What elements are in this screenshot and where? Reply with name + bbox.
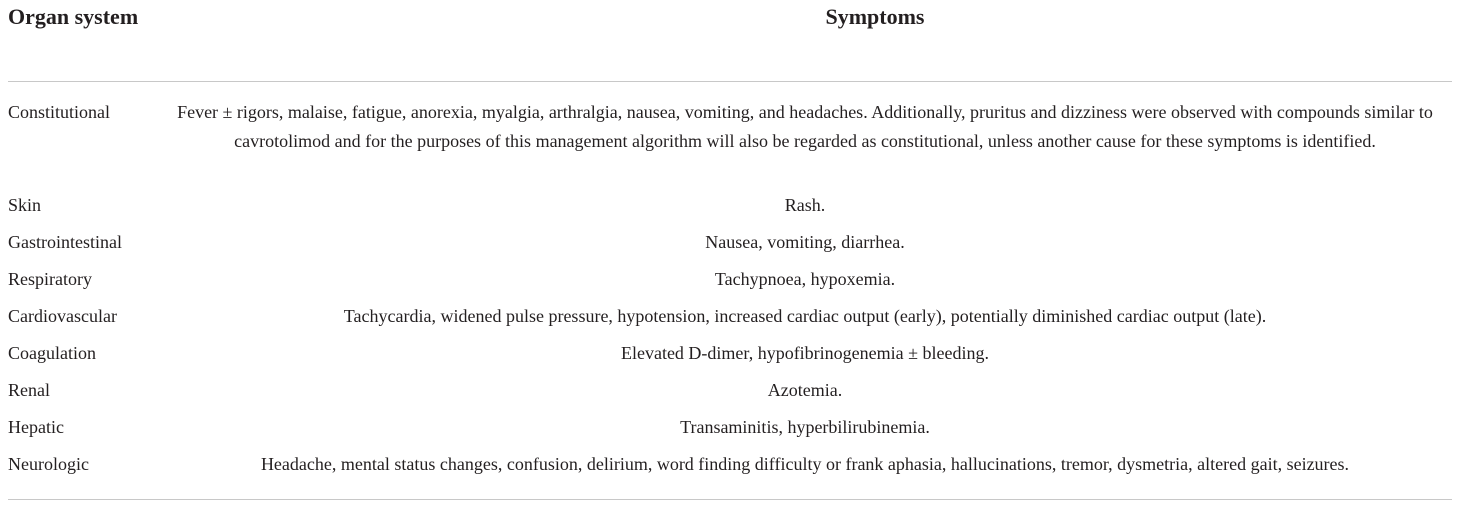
table-row [0,191,1460,228]
table-row [0,302,1460,339]
symptom-cell: Elevated D-dimer, hypofibrinogenemia ± bleeding. [620,343,990,363]
table-row [0,265,1460,302]
organ-system-header: Organ system [8,4,139,29]
symptom-cell: Tachypnoea, hypoxemia. [714,269,896,289]
table-row [0,376,1460,413]
symptom-cell: Tachycardia, widened pulse pressure, hypotension, increased cardiac output (early), potentially diminished cardiac output (late). [343,306,1267,326]
symptom-cell: Headache, mental status changes, confusion, delirium, word finding difficulty or frank aphasia, hallucinations, tremor, dysmetria, altered gait, seizures. [260,454,1350,474]
organ-cell: Coagulation [8,343,96,363]
table-header [0,0,1460,80]
organ-cell: Skin [8,195,42,215]
organ-cell: Neurologic [8,454,89,474]
symptom-cell: Nausea, vomiting, diarrhea. [705,232,905,252]
table-row [0,450,1460,487]
symptom-cell: Transaminitis, hyperbilirubinemia. [680,417,930,437]
organ-cell: Hepatic [8,417,64,437]
table-row [0,228,1460,265]
table-body [0,98,1460,487]
organ-cell: Constitutional [8,102,111,122]
symptom-cell: Fever ± rigors, malaise, fatigue, anorexia, myalgia, arthralgia, nausea, vomiting, and headaches. Additionally, pruritus and dizziness were observed with compounds similar to cavrotolimod and for the purposes of this management algorithm will also be regarded as constitutional, unless another cause for these symptoms is identified. [177,102,1433,151]
organ-cell: Renal [8,380,50,400]
organ-cell: Cardiovascular [8,306,117,326]
table-row [0,413,1460,450]
table-row [0,98,1460,191]
table-bottom-rule [8,499,1452,500]
symptom-cell: Rash. [784,195,826,215]
symptom-cell: Azotemia. [767,380,843,400]
organ-cell: Gastrointestinal [8,232,122,252]
symptoms-header: Symptoms [825,4,925,29]
header-divider [8,81,1452,82]
table-row [0,339,1460,376]
organ-cell: Respiratory [8,269,92,289]
